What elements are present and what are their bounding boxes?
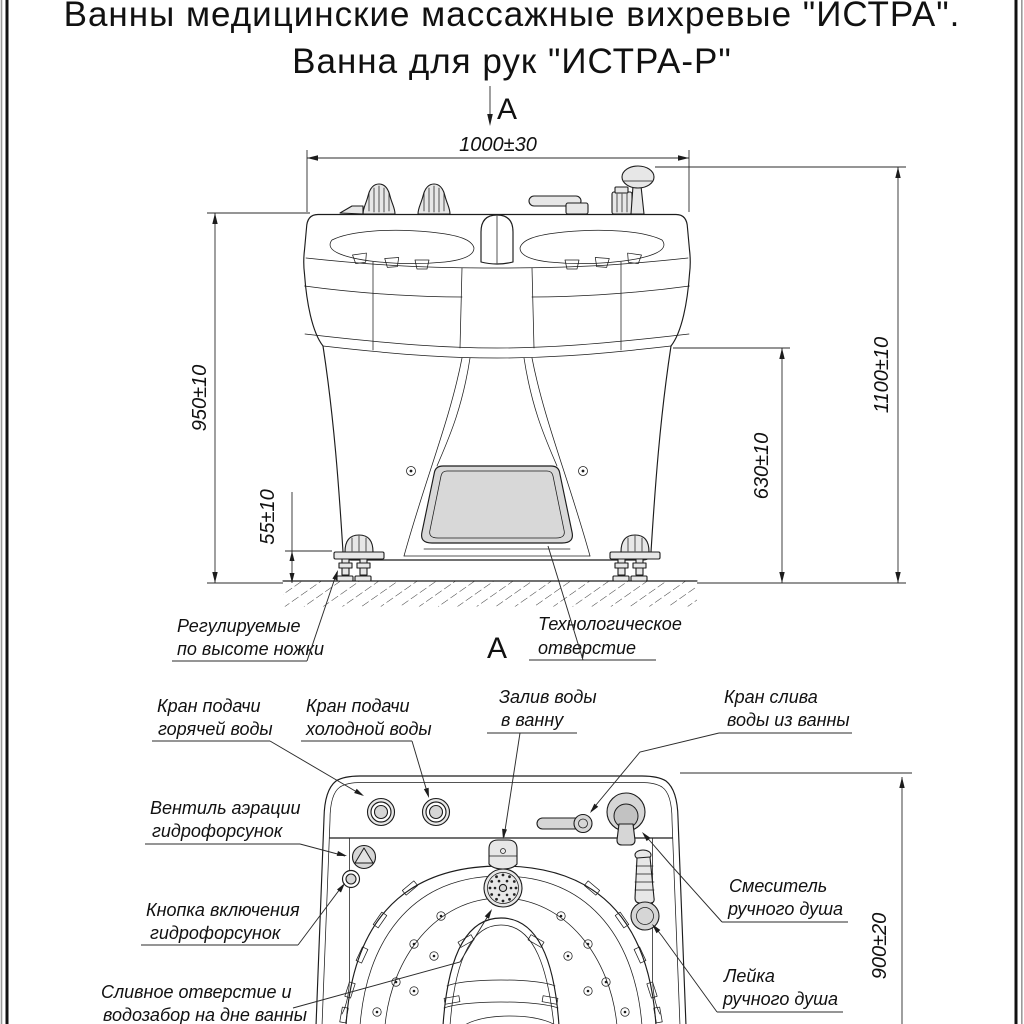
dim-opening-height-text: 630±10 [751,432,773,500]
cold-water-tap [423,799,450,826]
callout-aeration [145,798,348,858]
callout-feet-line1: Регулируемые [177,616,301,636]
dim-height-overall-text: 1100±10 [871,336,893,414]
callout-drain-hole-line2: водозабор на дне ванны [103,1005,307,1024]
drain-grate [484,869,522,907]
callout-tech-line2: отверстие [538,638,637,658]
section-arrow [487,86,517,126]
callout-mixer-line1: Смеситель [729,876,828,896]
callout-drain-hole-line1: Сливное отверстие и [101,982,292,1002]
dim-width-text: 1000±30 [459,134,537,156]
callout-aeration-line1: Вентиль аэрации [150,798,301,818]
sheet-title-line1: Ванны медицинские массажные вихревые "ИСТРА". [63,0,961,34]
cold-tap-knob-front [418,184,450,214]
callout-hot-line1: Кран подачи [157,696,261,716]
drain-lever-front [529,196,588,214]
dim-height-overall [655,167,906,583]
callout-button-line2: гидрофорсунок [150,923,281,943]
section-arrow-label: А [497,93,518,126]
callout-mixer-line2: ручного душа [728,899,844,919]
top-view [101,687,912,1024]
front-view [172,134,906,665]
callout-hot-line2: горячей воды [158,719,273,739]
hot-water-tap [368,799,395,826]
callout-feet-line2: по высоте ножки [177,639,324,659]
callout-aeration-line2: гидрофорсунок [152,821,283,841]
sheet-title-line2: Ванна для рук "ИСТРА-Р" [292,42,732,81]
dim-foot-text: 55±10 [257,489,279,545]
left-spout [340,206,363,214]
callout-jets-button [141,881,347,945]
callout-drain-tap-line2: воды из ванны [727,710,850,730]
callout-tech-line1: Технологическое [538,614,682,634]
callout-drain-tap-line1: Кран слива [724,687,818,707]
water-inlet [489,840,517,869]
ground-hatch [283,582,697,607]
aeration-valve [353,846,376,869]
callout-button-line1: Кнопка включения [146,900,300,920]
dim-opening-height [673,348,790,583]
callout-fill-line2: в ванну [501,710,564,730]
hand-shower-front [612,166,654,214]
callout-cold-line2: холодной воды [306,719,432,739]
tech-opening [422,466,573,543]
dim-depth-text: 900±20 [869,912,891,980]
view-a-label: А [487,632,508,665]
callout-shower-line2: ручного душа [723,989,839,1009]
hot-tap-knob-front [363,184,395,214]
callout-shower-line1: Лейка [724,966,775,986]
jets-button [343,871,360,888]
callout-fill-line1: Залив воды [499,687,597,707]
dim-foot-height [257,489,332,583]
callout-cold-line1: Кран подачи [306,696,410,716]
dim-height-rim-text: 950±10 [189,364,211,432]
